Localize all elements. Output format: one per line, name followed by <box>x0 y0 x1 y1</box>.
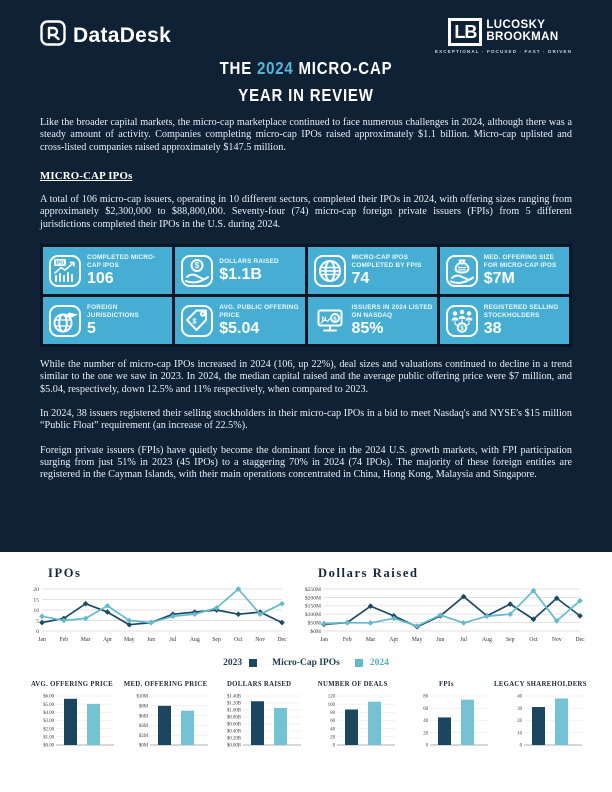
svg-text:40: 40 <box>423 719 429 725</box>
svg-text:Jun: Jun <box>436 637 445 643</box>
svg-text:Mar: Mar <box>80 637 91 643</box>
svg-text:Jan: Jan <box>320 637 328 643</box>
svg-text:$5.00: $5.00 <box>43 702 54 708</box>
stat-card-value: $5.04 <box>219 319 260 337</box>
line-charts-row <box>26 566 586 651</box>
bar-chart-legacy-shareholders <box>494 681 586 760</box>
svg-text:20: 20 <box>329 735 335 741</box>
svg-text:Sep: Sep <box>505 637 515 643</box>
svg-text:$0.00B: $0.00B <box>227 743 242 749</box>
legend-2023-label: 2023 <box>223 658 243 668</box>
svg-text:$6M: $6M <box>138 714 148 720</box>
lucosky-brookman-logo <box>435 18 572 54</box>
legend-2024-label: 2024 <box>369 658 389 668</box>
svg-text:May: May <box>411 637 423 643</box>
report-header <box>40 0 572 54</box>
svg-text:$250M: $250M <box>304 586 321 593</box>
bar-chart-plot <box>494 691 586 760</box>
svg-text:20: 20 <box>423 731 429 737</box>
stat-card-label: COMPLETED MICRO-CAP IPOS <box>87 253 156 269</box>
bar-chart-title: DOLLARS RAISED <box>226 681 292 688</box>
stat-card-foreign-jurisdictions <box>43 297 172 344</box>
svg-text:120: 120 <box>327 694 335 700</box>
svg-text:$200M: $200M <box>304 595 321 602</box>
svg-text:20: 20 <box>517 719 522 725</box>
svg-text:5: 5 <box>36 618 39 625</box>
bar-chart-title: LEGACY SHAREHOLDERS <box>493 681 587 688</box>
bar-charts-row <box>26 681 586 760</box>
svg-text:$6.00: $6.00 <box>43 694 54 700</box>
lb-wordmark: LUCOSKY BROOKMAN <box>486 19 559 43</box>
stat-card-grid <box>40 244 572 347</box>
bar-chart-plot <box>400 691 492 760</box>
svg-text:0: 0 <box>519 743 522 749</box>
bar-chart-plot <box>307 691 399 760</box>
svg-text:$0.60B: $0.60B <box>227 722 242 728</box>
svg-text:Sep: Sep <box>212 637 221 643</box>
svg-text:Oct: Oct <box>234 637 243 643</box>
svg-text:0: 0 <box>332 743 335 749</box>
ipos-line-chart <box>26 566 288 651</box>
svg-text:Apr: Apr <box>389 637 399 643</box>
bar-chart-number-of-deals <box>307 681 399 760</box>
svg-text:Aug: Aug <box>189 637 200 643</box>
stat-card-avg-public-offering-price <box>175 297 304 344</box>
stat-card-value: 5 <box>87 319 96 337</box>
svg-text:Jul: Jul <box>460 637 468 643</box>
stat-card-value: $7M <box>483 269 515 287</box>
svg-text:$: $ <box>192 316 197 326</box>
stat-card-registered-selling-stockholders <box>440 297 569 344</box>
svg-text:$150M: $150M <box>304 603 321 610</box>
ipo-chart-icon <box>48 254 82 288</box>
stat-card-label: AVG. PUBLIC OFFERING PRICE <box>219 303 299 319</box>
svg-text:Oct: Oct <box>529 637 538 643</box>
svg-text:$0.00: $0.00 <box>43 743 54 749</box>
svg-text:80: 80 <box>423 694 429 700</box>
stat-card-completed-micro-cap-ipos <box>43 247 172 294</box>
svg-text:$50M: $50M <box>307 620 321 627</box>
moneybag-hand-icon <box>445 254 479 288</box>
svg-text:$0.80B: $0.80B <box>227 715 242 721</box>
svg-text:40: 40 <box>329 727 335 733</box>
bar-chart-dollars-raised <box>213 681 305 760</box>
bar-chart-title: FPIs <box>438 681 454 688</box>
svg-text:N: N <box>321 315 326 323</box>
svg-text:$1.20B: $1.20B <box>227 701 242 707</box>
svg-text:Feb: Feb <box>59 637 69 643</box>
svg-text:$3.00: $3.00 <box>43 719 54 725</box>
legend-2023-swatch <box>249 659 257 667</box>
report-title-line2: YEAR IN REVIEW <box>238 85 374 106</box>
datadesk-wordmark: DataDesk <box>73 23 172 47</box>
stat-card-label: ISSUERS IN 2024 LISTED ON NASDAQ <box>351 303 433 319</box>
stat-card-value: 106 <box>87 269 114 287</box>
datadesk-logo-icon <box>40 20 66 51</box>
svg-text:Apr: Apr <box>102 637 112 643</box>
title-year: 2024 <box>256 58 294 79</box>
stat-card-issuers-in-2024-listed-on-nasdaq <box>308 297 437 344</box>
stat-card-label: FOREIGN JURISDICTIONS <box>87 303 139 319</box>
svg-text:$: $ <box>332 315 337 322</box>
svg-text:Feb: Feb <box>342 637 352 643</box>
paragraph-deal-sizes: While the number of micro-cap IPOs increased in 2024 (106, up 22%), deal sizes and valuations continued to decline in a trend similar to the one we saw in 2023. In 2024, the median capital raised and the average public offering price were $7 million, and $5.04, respectively, down 12.5% and 11% respectively, when compared to 2023. <box>40 359 572 395</box>
stat-card-value: 74 <box>351 269 370 287</box>
stockholders-icon <box>445 304 479 338</box>
section-heading-microcap-ipos: MICRO-CAP IPOs <box>40 170 133 183</box>
svg-text:$0M: $0M <box>310 628 321 635</box>
svg-text:60: 60 <box>329 719 335 725</box>
price-tag-icon <box>180 304 214 338</box>
report-title-line1: THE 2024 MICRO-CAP <box>219 58 393 79</box>
datadesk-logo <box>40 20 171 51</box>
svg-text:80: 80 <box>329 711 335 717</box>
svg-text:10: 10 <box>517 731 522 737</box>
svg-text:May: May <box>123 637 135 643</box>
bar-chart-title: AVG. OFFERING PRICE <box>30 681 114 688</box>
dollars-raised-chart-plot <box>296 584 586 651</box>
svg-text:10: 10 <box>33 607 39 614</box>
paragraph-fpi-trend: Foreign private issuers (FPIs) have quietly become the dominant force in the 2024 U.S. growth markets, with FPI participation surging from just 51% in 2023 (45 IPOs) to a staggering 70% in 2024 (74 IPOs). The majority of these foreign entities are registered in the Cayman Islands, with their main operations concentrated in China, Hong Kong, Malaysia and Singapore. <box>40 444 572 481</box>
stat-card-dollars-raised <box>175 247 304 294</box>
svg-text:$100M: $100M <box>304 612 321 619</box>
bar-chart-fpis <box>400 681 492 760</box>
svg-text:20: 20 <box>33 586 39 593</box>
svg-text:0: 0 <box>425 743 429 749</box>
bar-chart-title: MED. OFFERING PRICE <box>123 681 208 688</box>
dollars-raised-line-chart <box>296 566 586 651</box>
svg-text:30: 30 <box>517 706 522 712</box>
paragraph-selling-stockholders: In 2024, 38 issuers registered their selling stockholders in their micro-cap IPOs in a bid to meet Nasdaq's and NYSE's $15 million “Public Float” requirement (an increase of 22.5%). <box>40 408 572 432</box>
svg-text:Aug: Aug <box>481 637 492 643</box>
stat-card-value: 38 <box>483 319 502 337</box>
svg-text:$1.00: $1.00 <box>43 735 54 741</box>
ipos-chart-plot <box>26 584 288 651</box>
svg-text:$0.20B: $0.20B <box>227 736 242 742</box>
stat-card-value: $1.1B <box>219 265 262 283</box>
globe-icon <box>313 254 347 288</box>
svg-text:0: 0 <box>36 628 39 635</box>
stat-card-value: 85% <box>351 319 384 337</box>
paragraph-market-overview: Like the broader capital markets, the micro-cap marketplace continued to face numerous challenges in 2024, although there was a steady amount of activity. Companies completing micro-cap IPOs raised approximately $1.1 billion. Micro-cap uplisted and cross-listed companies raised approximately $147.5 million. <box>40 117 572 153</box>
svg-text:$0M: $0M <box>138 743 148 749</box>
svg-text:$: $ <box>460 325 464 332</box>
bar-chart-plot <box>213 691 305 760</box>
svg-text:$0.40B: $0.40B <box>227 729 242 735</box>
stat-card-label: MICRO-CAP IPOS COMPLETED BY FPIS <box>351 253 422 269</box>
svg-text:15: 15 <box>33 597 39 604</box>
legend-2024-swatch <box>355 659 363 667</box>
bar-chart-plot <box>120 691 212 760</box>
svg-text:IPO: IPO <box>55 260 65 267</box>
ipos-chart-title: IPOs <box>48 566 82 580</box>
svg-text:$1.00B: $1.00B <box>227 708 242 714</box>
svg-text:Jul: Jul <box>169 637 177 643</box>
svg-text:$10M: $10M <box>136 694 148 700</box>
lb-tagline: EXCEPTIONAL · FOCUSED · FAST · DRIVEN <box>434 49 572 54</box>
hand-dollar-icon <box>180 254 214 288</box>
bar-chart-plot <box>26 691 118 760</box>
svg-text:Nov: Nov <box>255 637 266 643</box>
stat-card-micro-cap-ipos-completed-by-fpis <box>308 247 437 294</box>
svg-text:$4M: $4M <box>138 724 148 730</box>
svg-text:Jan: Jan <box>38 637 46 643</box>
stat-card-label: DOLLARS RAISED <box>219 257 279 265</box>
svg-text:40: 40 <box>517 694 522 700</box>
stat-card-label: MED. OFFERING SIZE FOR MICRO-CAP IPOS <box>483 253 557 269</box>
chart-legend <box>26 658 586 668</box>
svg-text:$8M: $8M <box>138 704 148 710</box>
svg-text:$1.40B: $1.40B <box>227 694 242 700</box>
stat-card-med-offering-size-for-micro-cap-ipos <box>440 247 569 294</box>
svg-text:Nov: Nov <box>551 637 562 643</box>
svg-text:$2.00: $2.00 <box>43 727 54 733</box>
monitor-nasdaq-icon <box>313 304 347 338</box>
globe-plane-icon <box>48 304 82 338</box>
bar-chart-avg-offering-price <box>26 681 118 760</box>
stat-card-label: REGISTERED SELLING STOCKHOLDERS <box>483 303 559 319</box>
svg-text:Mar: Mar <box>365 637 376 643</box>
legend-series-label: Micro-Cap IPOs <box>272 658 340 668</box>
lb-monogram: LB <box>448 18 482 46</box>
svg-text:Dec: Dec <box>277 637 287 643</box>
svg-text:$: $ <box>195 260 200 270</box>
bar-chart-title: NUMBER OF DEALS <box>317 681 388 688</box>
bar-chart-med-offering-price <box>120 681 212 760</box>
svg-text:60: 60 <box>423 706 429 712</box>
dollars-raised-chart-title: Dollars Raised <box>318 566 419 580</box>
svg-text:$4.00: $4.00 <box>43 711 54 717</box>
svg-text:$2M: $2M <box>138 733 148 739</box>
charts-section <box>0 552 612 760</box>
svg-text:Dec: Dec <box>575 637 585 643</box>
paragraph-ipo-totals: A total of 106 micro-cap issuers, operating in 10 different sectors, completed their IPOs in 2024, with offering sizes ranging from approximately $2,300,000 to $88,800,000. Seventy-four (74) micro-cap foreign private issuers (FPIs) from 5 different jurisdictions completed their IPOs in the U.S. during 2024. <box>40 194 572 230</box>
svg-text:100: 100 <box>327 702 335 708</box>
svg-text:Jun: Jun <box>147 637 156 643</box>
